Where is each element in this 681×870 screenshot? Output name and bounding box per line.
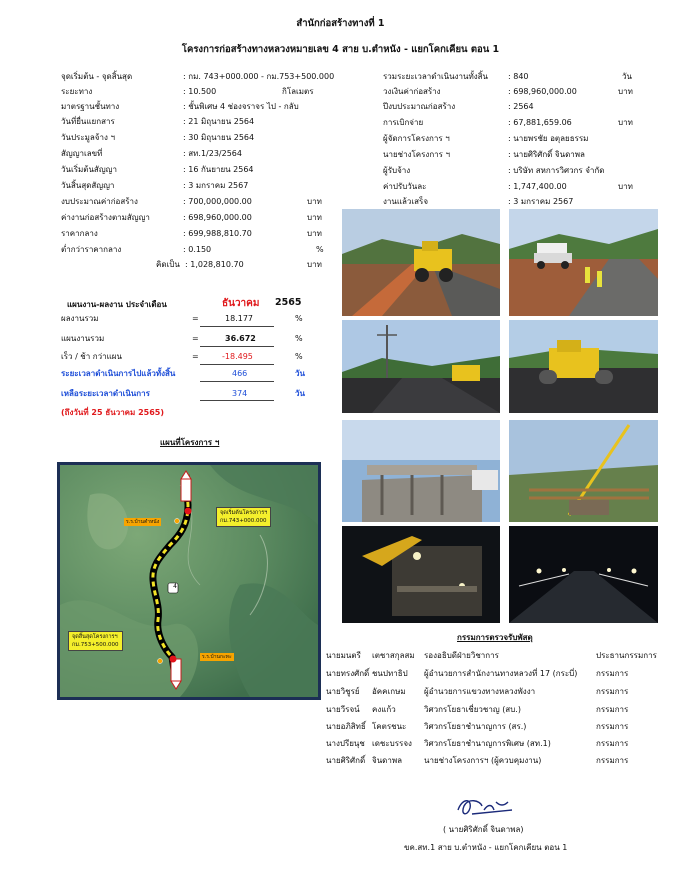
progress-row-underline [200, 326, 274, 327]
end-callout [68, 631, 123, 651]
member-first: นายอภิสิทธิ์ [326, 722, 366, 731]
member-position: รองอธิบดีฝ่ายวิชาการ [424, 651, 499, 660]
info-right-value: : 1,747,400.00 [508, 182, 567, 191]
member-first: นายศิริศักดิ์ [326, 756, 366, 765]
progress-month: ธันวาคม [222, 298, 260, 309]
start-callout-title: จุดเริ่มต้นโครงการฯ [220, 510, 268, 516]
map-background [60, 465, 318, 697]
member-first: นายวีรจน์ [326, 705, 360, 714]
north-arrow-icon [181, 479, 191, 501]
elapsed-label: ระยะเวลาดำเนินการไปแล้วทั้งสิ้น [61, 369, 176, 378]
info-left-value: : 698,960,000.00 [183, 213, 252, 222]
info-right-unit: วัน [622, 72, 632, 81]
info-left-value: : 30 มิถุนายน 2564 [183, 133, 255, 142]
member-last: โคตรชนะ [372, 722, 407, 731]
progress-row-label: แผนงานรวม [61, 334, 105, 343]
info-right-unit: บาท [618, 87, 633, 96]
info-left-unit: กิโลเมตร [282, 87, 314, 96]
info-right-value: : 3 มกราคม 2567 [508, 197, 574, 206]
progress-row-underline [200, 346, 274, 347]
remaining-value: 374 [232, 389, 248, 398]
member-position: วิศวกรโยธาเชี่ยวชาญ (สบ.) [424, 705, 521, 714]
member-position: วิศวกรโยธาชำนาญการ (สร.) [424, 722, 527, 731]
info-left-value: : 699,988,810.70 [183, 229, 252, 238]
info-left-label: ต่ำกว่าราคากลาง [61, 245, 122, 254]
member-first: นางปรียนุช [326, 739, 365, 748]
progress-row-unit: % [295, 334, 303, 343]
place-label-1: ร.ร.บ้านตำหนัง [126, 519, 160, 525]
construction-photo [342, 420, 500, 522]
info-right-value: : 67,881,659.06 [508, 118, 572, 127]
signer-name: ( นายศิริศักดิ์ จินดาพล) [443, 825, 524, 834]
info-right-label: รวมระยะเวลาดำเนินงานทั้งสิ้น [383, 72, 489, 81]
member-last: เดชะบรรจง [372, 739, 412, 748]
info-left-unit: บาท [307, 229, 322, 238]
map-title: แผนที่โครงการ ฯ [160, 438, 220, 447]
committee-title: กรรมการตรวจรับพัสดุ [457, 633, 533, 642]
end-callout-km: กม.753+500.000 [72, 642, 119, 648]
member-role: กรรมการ [596, 739, 629, 748]
info-left-label: วันประมูลจ้าง ฯ [61, 133, 115, 142]
progress-row-unit: % [295, 352, 303, 361]
info-right-unit: บาท [618, 118, 633, 127]
progress-row-label: ผลงานรวม [61, 314, 99, 323]
info-right-label: นายช่างโครงการ ฯ [383, 150, 450, 159]
progress-year: 2565 [275, 297, 302, 308]
info-left-value: : กม. 743+000.000 - กม.753+500.000 [183, 72, 335, 81]
info-left-label: วันสิ้นสุดสัญญา [61, 181, 115, 190]
info-left-label: สัญญาเลขที่ [61, 149, 103, 158]
info-left-label: งบประมาณค่าก่อสร้าง [61, 197, 138, 206]
info-right-label: ปีงบประมาณก่อสร้าง [383, 102, 456, 111]
info-right-label: ค่าปรับวันละ [383, 182, 427, 191]
progress-row-value: -18.495 [222, 352, 253, 361]
member-last: จินดาพล [372, 756, 403, 765]
info-right-value: : นายพรชัย อตุลยธรรม [508, 134, 589, 143]
info-left-value: : 0.150 [183, 245, 212, 254]
project-map [57, 462, 321, 700]
info-right-value: : นายศิริศักดิ์ จินดาพล [508, 150, 585, 159]
diff-value: : 1,028,810.70 [185, 260, 244, 269]
info-left-value: : 16 กันยายน 2564 [183, 165, 254, 174]
info-left-label: จุดเริ่มต้น - จุดสิ้นสุด [61, 72, 133, 81]
info-left-value: : 3 มกราคม 2567 [183, 181, 249, 190]
member-last: อัคคเกษม [372, 687, 406, 696]
start-callout [216, 507, 271, 527]
member-role: กรรมการ [596, 687, 629, 696]
info-left-unit: บาท [307, 213, 322, 222]
progress-row-label: เร็ว / ช้า กว่าแผน [61, 352, 122, 361]
member-role: ประธานกรรมการ [596, 651, 657, 660]
construction-photo [342, 320, 500, 413]
member-first: นายวิชูรย์ [326, 687, 360, 696]
remaining-unit: วัน [295, 389, 305, 398]
member-position: ผู้อำนวยการแขวงทางหลวงพังงา [424, 687, 536, 696]
school-pin-icon [175, 519, 180, 524]
member-role: กรรมการ [596, 722, 629, 731]
place-label-2: ร.ร.บ้านกะทะ [202, 654, 232, 660]
progress-row-underline [200, 364, 274, 365]
start-marker-icon [185, 508, 192, 515]
construction-photo [509, 420, 658, 522]
progress-row-eq: = [192, 352, 199, 361]
info-left-unit: % [316, 245, 324, 254]
info-left-label: วันเริ่มต้นสัญญา [61, 165, 117, 174]
member-first: นายทรงศักดิ์ [326, 669, 370, 678]
handwritten-signature [452, 792, 522, 820]
info-left-value: : 21 มิถุนายน 2564 [183, 117, 255, 126]
member-role: กรรมการ [596, 669, 629, 678]
info-right-label: ผู้รับจ้าง [383, 166, 411, 175]
member-first: นายมนตรี [326, 651, 361, 660]
info-left-label: ราคากลาง [61, 229, 98, 238]
elapsed-unit: วัน [295, 369, 305, 378]
info-right-value: : 698,960,000.00 [508, 87, 577, 96]
info-right-label: ผู้จัดการโครงการ ฯ [383, 134, 450, 143]
end-marker-icon [170, 656, 177, 663]
signer-office: ขค.สท.1 สาย บ.ตำหนัง - แยกโคกเคียน ตอน 1 [404, 843, 568, 852]
diff-unit: บาท [307, 260, 322, 269]
info-right-value: : 840 [508, 72, 529, 81]
member-last: เตชาสกุลสม [372, 651, 415, 660]
progress-row-value: 18.177 [225, 314, 253, 323]
diff-label: คิดเป็น [156, 260, 180, 269]
end-callout-title: จุดสิ้นสุดโครงการฯ [72, 634, 118, 640]
info-left-label: มาตรฐานชั้นทาง [61, 102, 120, 111]
route-number: 4 [173, 583, 177, 590]
school-pin-icon [158, 659, 163, 664]
remaining-underline [200, 400, 274, 401]
info-right-unit: บาท [618, 182, 633, 191]
info-right-value: : บริษัท สหการวิศวกร จำกัด [508, 166, 605, 175]
start-callout-km: กม.743+000.000 [220, 518, 267, 524]
member-role: กรรมการ [596, 756, 629, 765]
progress-title: แผนงาน-ผลงาน ประจำเดือน [67, 300, 167, 309]
as-of-date: (ถึงวันที่ 25 ธันวาคม 2565) [61, 408, 165, 417]
project-title: โครงการก่อสร้างทางหลวงหมายเลข 4 สาย บ.ตำหนัง - แยกโคกเคียน ตอน 1 [181, 44, 500, 55]
construction-photo [509, 320, 658, 413]
construction-photo [509, 526, 658, 623]
progress-row-eq: = [192, 314, 199, 323]
info-left-value: : 10.500 [183, 87, 217, 96]
info-left-unit: บาท [307, 197, 322, 206]
info-left-value: : ชั้นพิเศษ 4 ช่องจราจร ไป - กลับ [183, 102, 299, 111]
construction-photo [342, 526, 500, 623]
info-right-label: การเบิกจ่าย [383, 118, 424, 127]
construction-photo [509, 209, 658, 316]
info-right-label: งานแล้วเสร็จ [383, 197, 429, 206]
member-last: คงแก้ว [372, 705, 396, 714]
elapsed-underline [200, 381, 274, 382]
progress-row-eq: = [192, 334, 199, 343]
office-title: สำนักก่อสร้างทางที่ 1 [296, 18, 385, 29]
remaining-label: เหลือระยะเวลาดำเนินการ [61, 389, 150, 398]
construction-photo [342, 209, 500, 316]
member-position: นายช่างโครงการฯ (ผู้ควบคุมงาน) [424, 756, 542, 765]
info-left-label: ระยะทาง [61, 87, 93, 96]
info-left-value: : สท.1/23/2564 [183, 149, 242, 158]
info-right-label: วงเงินค่าก่อสร้าง [383, 87, 441, 96]
progress-row-value: 36.672 [225, 334, 256, 343]
info-left-value: : 700,000,000.00 [183, 197, 252, 206]
info-left-label: ค่างานก่อสร้างตามสัญญา [61, 213, 150, 222]
member-position: ผู้อำนวยการสำนักงานทางหลวงที่ 17 (กระบี่) [424, 669, 578, 678]
progress-row-unit: % [295, 314, 303, 323]
member-position: วิศวกรโยธาชำนาญการพิเศษ (สท.1) [424, 739, 551, 748]
elapsed-value: 466 [232, 369, 248, 378]
info-left-label: วันที่ยื่นแยกสาร [61, 117, 115, 126]
info-right-value: : 2564 [508, 102, 534, 111]
member-last: ชนปทาธิป [372, 669, 408, 678]
member-role: กรรมการ [596, 705, 629, 714]
